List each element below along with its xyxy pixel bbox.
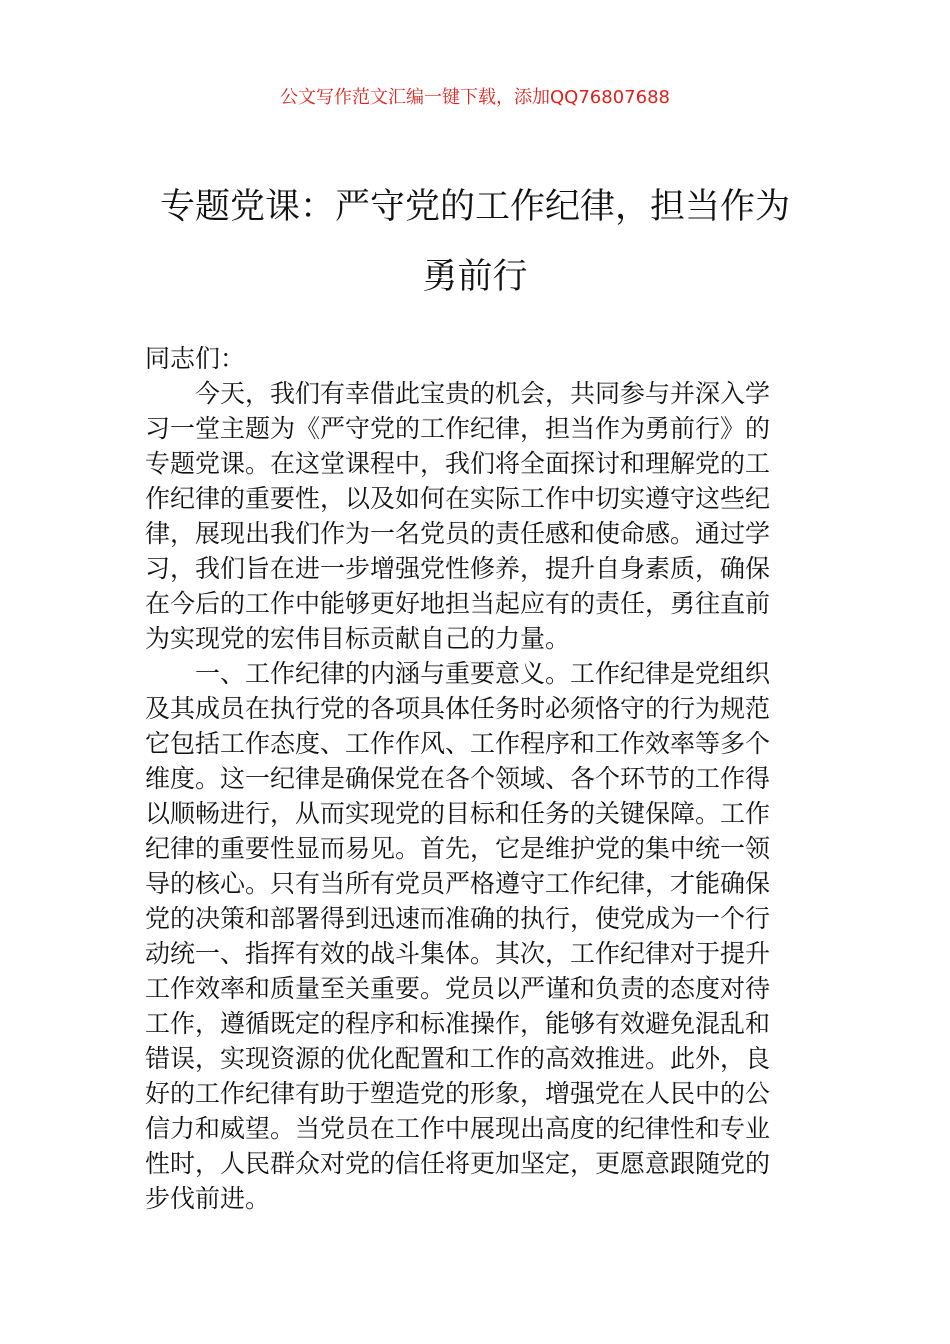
paragraph-line: 动统一、指挥有效的战斗集体。其次，工作纪律对于提升 [145, 939, 771, 968]
salutation: 同志们： [145, 344, 246, 373]
document-title [140, 172, 810, 312]
paragraph-line: 工作效率和质量至关重要。党员以严谨和负责的态度对待 [145, 974, 771, 1003]
paragraph-line: 维度。这一纪律是确保党在各个领域、各个环节的工作得 [145, 764, 771, 793]
paragraph-line: 步伐前进。 [145, 1184, 271, 1213]
paragraph-line: 作纪律的重要性，以及如何在实际工作中切实遵守这些纪 [145, 484, 771, 513]
paragraph-line: 性时，人民群众对党的信任将更加坚定，更愿意跟随党的 [145, 1149, 771, 1178]
paragraph-line: 工作，遵循既定的程序和标准操作，能够有效避免混乱和 [145, 1009, 771, 1038]
paragraph-line: 习一堂主题为《严守党的工作纪律，担当作为勇前行》的 [145, 414, 771, 443]
paragraph-section-one [145, 656, 809, 1216]
paragraph-line: 及其成员在执行党的各项具体任务时必须恪守的行为规范 [145, 694, 771, 723]
paragraph-intro [145, 376, 809, 656]
paragraph-line: 在今后的工作中能够更好地担当起应有的责任，勇往直前 [145, 589, 771, 618]
paragraph-line: 纪律的重要性显而易见。首先，它是维护党的集中统一领 [145, 834, 771, 863]
paragraph-line: 专题党课。在这堂课程中，我们将全面探讨和理解党的工 [145, 449, 771, 478]
paragraph-line: 党的决策和部署得到迅速而准确的执行，使党成为一个行 [145, 904, 771, 933]
title-line-2: 勇前行 [422, 257, 528, 297]
paragraph-line: 为实现党的宏伟目标贡献自己的力量。 [145, 624, 571, 653]
paragraph-line: 信力和威望。当党员在工作中展现出高度的纪律性和专业 [145, 1114, 771, 1143]
paragraph-line: 一、工作纪律的内涵与重要意义。工作纪律是党组织 [195, 659, 771, 688]
paragraph-line: 今天，我们有幸借此宝贵的机会，共同参与并深入学 [195, 379, 771, 408]
paragraph-line: 好的工作纪律有助于塑造党的形象，增强党在人民中的公 [145, 1079, 771, 1108]
download-banner: 公文写作范文汇编一键下载，添加QQ76807688 [280, 87, 670, 108]
paragraph-line: 它包括工作态度、工作作风、工作程序和工作效率等多个 [145, 729, 771, 758]
paragraph-line: 错误，实现资源的优化配置和工作的高效推进。此外，良 [145, 1044, 771, 1073]
paragraph-line: 习，我们旨在进一步增强党性修养，提升自身素质，确保 [145, 554, 771, 583]
paragraph-line: 律，展现出我们作为一名党员的责任感和使命感。通过学 [145, 519, 771, 548]
paragraph-line: 以顺畅进行，从而实现党的目标和任务的关键保障。工作 [145, 799, 771, 828]
paragraph-line: 导的核心。只有当所有党员严格遵守工作纪律，才能确保 [145, 869, 771, 898]
title-line-1: 专题党课：严守党的工作纪律，担当作为 [159, 187, 790, 227]
